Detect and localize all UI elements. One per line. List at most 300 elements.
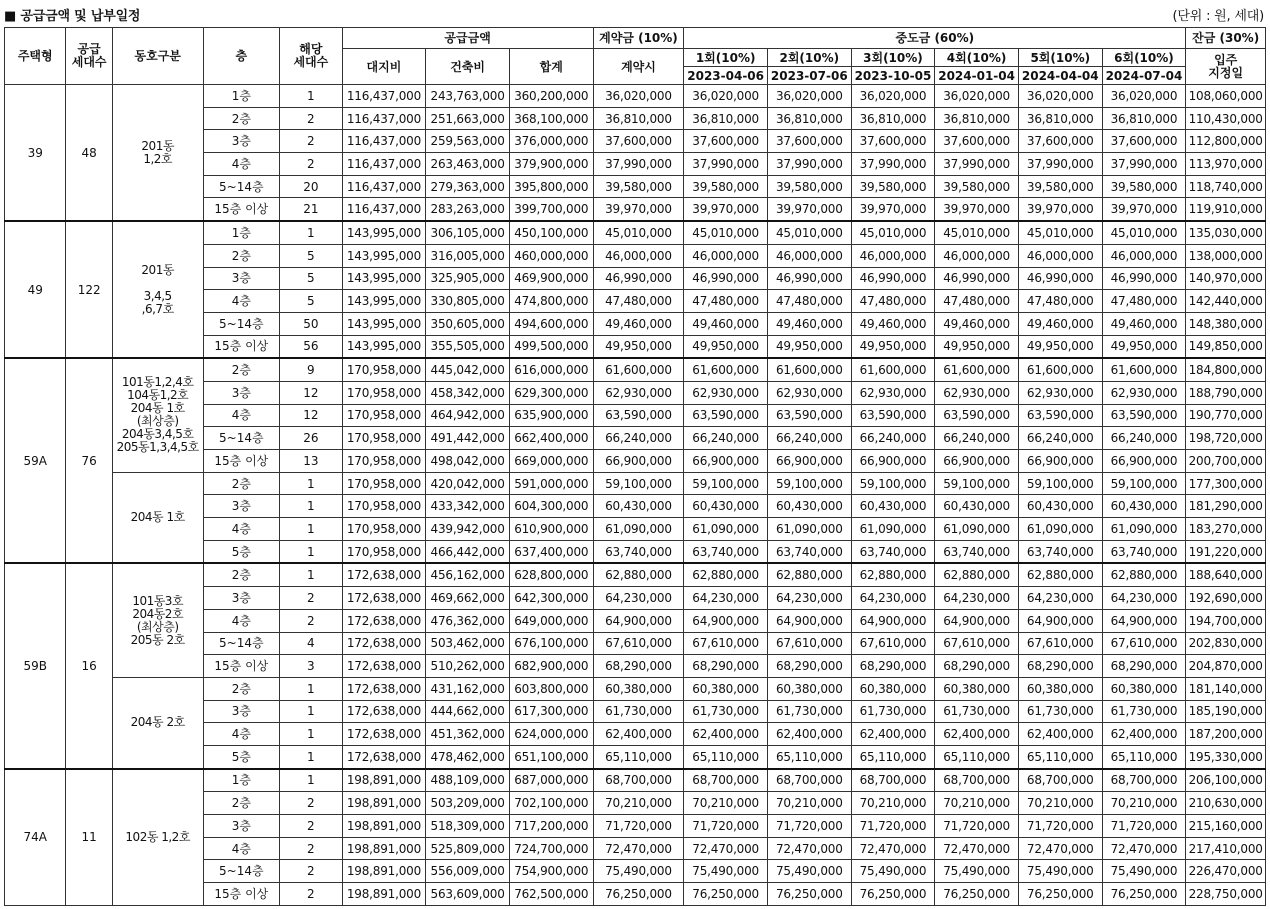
interim-cell-2: 68,700,000 [767, 769, 851, 792]
interim-cell-3: 61,730,000 [851, 700, 935, 723]
interim-cell-5: 64,230,000 [1018, 587, 1102, 610]
interim-cell-4: 70,210,000 [935, 792, 1019, 815]
table-row [5, 472, 1266, 495]
land-cost-cell: 116,437,000 [342, 85, 426, 108]
land-cost-cell: 143,995,000 [342, 312, 426, 335]
supply-units-cell: 122 [66, 221, 112, 358]
balance-cell: 184,800,000 [1186, 358, 1266, 381]
interim-cell-4: 39,970,000 [935, 198, 1019, 221]
deposit-cell: 61,090,000 [593, 518, 684, 541]
header-total: 합계 [509, 49, 593, 85]
interim-cell-4: 60,380,000 [935, 677, 1019, 700]
top-bar [0, 0, 1270, 27]
balance-cell: 202,830,000 [1186, 632, 1266, 655]
units-cell: 13 [280, 450, 342, 473]
deposit-cell: 36,810,000 [593, 107, 684, 130]
total-cell: 450,100,000 [509, 221, 593, 244]
floor-cell: 2층 [203, 677, 280, 700]
interim-cell-3: 45,010,000 [851, 221, 935, 244]
table-title: ■ 공급금액 및 납부일정 [4, 9, 141, 24]
floor-cell: 2층 [203, 792, 280, 815]
land-cost-cell: 170,958,000 [342, 381, 426, 404]
interim-cell-4: 62,400,000 [935, 723, 1019, 746]
balance-cell: 140,970,000 [1186, 267, 1266, 290]
interim-cell-1: 68,700,000 [684, 769, 768, 792]
interim-cell-1: 67,610,000 [684, 632, 768, 655]
interim-cell-3: 47,480,000 [851, 290, 935, 313]
total-cell: 662,400,000 [509, 427, 593, 450]
interim-cell-1: 60,430,000 [684, 495, 768, 518]
building-cost-cell: 330,805,000 [426, 290, 510, 313]
floor-cell: 2층 [203, 472, 280, 495]
interim-cell-3: 59,100,000 [851, 472, 935, 495]
interim-cell-2: 70,210,000 [767, 792, 851, 815]
floor-cell: 5~14층 [203, 860, 280, 883]
land-cost-cell: 198,891,000 [342, 792, 426, 815]
floor-cell: 1층 [203, 221, 280, 244]
deposit-cell: 62,400,000 [593, 723, 684, 746]
header-interim-date-1: 2023-04-06 [684, 67, 768, 85]
floor-cell: 5~14층 [203, 312, 280, 335]
supply-price-table [4, 27, 1266, 906]
total-cell: 617,300,000 [509, 700, 593, 723]
land-cost-cell: 172,638,000 [342, 632, 426, 655]
header-interim-date-3: 2023-10-05 [851, 67, 935, 85]
floor-cell: 4층 [203, 723, 280, 746]
supply-units-cell: 48 [66, 85, 112, 222]
units-cell: 2 [280, 860, 342, 883]
interim-cell-3: 36,020,000 [851, 85, 935, 108]
interim-cell-4: 71,720,000 [935, 815, 1019, 838]
unit-note: (단위 : 원, 세대) [1172, 9, 1264, 24]
header-interim-date-6: 2024-07-04 [1102, 67, 1186, 85]
deposit-cell: 63,590,000 [593, 404, 684, 427]
total-cell: 603,800,000 [509, 677, 593, 700]
interim-cell-2: 63,740,000 [767, 540, 851, 563]
dong-ho-text: 204동 2호 [130, 715, 185, 730]
deposit-cell: 37,990,000 [593, 153, 684, 176]
interim-cell-1: 72,470,000 [684, 837, 768, 860]
interim-cell-5: 66,240,000 [1018, 427, 1102, 450]
table-row [5, 85, 1266, 108]
floor-cell: 3층 [203, 495, 280, 518]
units-cell: 12 [280, 404, 342, 427]
interim-cell-1: 39,970,000 [684, 198, 768, 221]
units-cell: 1 [280, 540, 342, 563]
total-cell: 474,800,000 [509, 290, 593, 313]
interim-cell-2: 60,430,000 [767, 495, 851, 518]
interim-cell-5: 72,470,000 [1018, 837, 1102, 860]
units-cell: 2 [280, 815, 342, 838]
building-cost-cell: 476,362,000 [426, 609, 510, 632]
interim-cell-5: 61,730,000 [1018, 700, 1102, 723]
interim-cell-2: 76,250,000 [767, 883, 851, 906]
dong-ho-text: 101동1,2,4호 104동1,2호 204동 1호 (최상층) 204동3,4,5호 205동1,3,4,5호 [116, 375, 199, 455]
building-cost-cell: 458,342,000 [426, 381, 510, 404]
land-cost-cell: 143,995,000 [342, 267, 426, 290]
housing-type-cell: 39 [5, 85, 66, 222]
building-cost-cell: 469,662,000 [426, 587, 510, 610]
floor-cell: 2층 [203, 244, 280, 267]
interim-cell-3: 37,990,000 [851, 153, 935, 176]
supply-units-cell: 11 [66, 769, 112, 906]
header-deposit-when: 계약시 [593, 49, 684, 85]
interim-cell-6: 64,900,000 [1102, 609, 1186, 632]
building-cost-cell: 451,362,000 [426, 723, 510, 746]
floor-cell: 1층 [203, 769, 280, 792]
interim-cell-5: 68,290,000 [1018, 655, 1102, 678]
deposit-cell: 36,020,000 [593, 85, 684, 108]
dong-ho-text: 101동3호 204동2호 (최상층) 205동 2호 [130, 593, 185, 647]
balance-cell: 181,290,000 [1186, 495, 1266, 518]
deposit-cell: 71,720,000 [593, 815, 684, 838]
building-cost-cell: 439,942,000 [426, 518, 510, 541]
total-cell: 368,100,000 [509, 107, 593, 130]
building-cost-cell: 355,505,000 [426, 335, 510, 358]
interim-cell-6: 71,720,000 [1102, 815, 1186, 838]
interim-cell-1: 36,020,000 [684, 85, 768, 108]
interim-cell-6: 37,600,000 [1102, 130, 1186, 153]
interim-cell-1: 64,900,000 [684, 609, 768, 632]
interim-cell-5: 37,990,000 [1018, 153, 1102, 176]
interim-cell-1: 37,990,000 [684, 153, 768, 176]
interim-cell-5: 49,460,000 [1018, 312, 1102, 335]
dong-ho-cell [112, 358, 203, 472]
interim-cell-4: 59,100,000 [935, 472, 1019, 495]
building-cost-cell: 283,263,000 [426, 198, 510, 221]
interim-cell-6: 36,020,000 [1102, 85, 1186, 108]
interim-cell-5: 61,090,000 [1018, 518, 1102, 541]
interim-cell-6: 45,010,000 [1102, 221, 1186, 244]
interim-cell-3: 64,230,000 [851, 587, 935, 610]
dong-ho-text: 201동 3,4,5 ,6,7호 [141, 262, 174, 316]
floor-cell: 5층 [203, 745, 280, 768]
floor-cell: 15층 이상 [203, 655, 280, 678]
interim-cell-5: 67,610,000 [1018, 632, 1102, 655]
interim-cell-1: 39,580,000 [684, 175, 768, 198]
deposit-cell: 65,110,000 [593, 745, 684, 768]
header-interim-3: 3회(10%) [851, 49, 935, 67]
land-cost-cell: 170,958,000 [342, 472, 426, 495]
interim-cell-4: 39,580,000 [935, 175, 1019, 198]
interim-cell-4: 61,600,000 [935, 358, 1019, 381]
floor-cell: 5~14층 [203, 427, 280, 450]
building-cost-cell: 445,042,000 [426, 358, 510, 381]
interim-cell-5: 61,600,000 [1018, 358, 1102, 381]
floor-cell: 15층 이상 [203, 450, 280, 473]
header-balance: 잔금 (30%) [1186, 28, 1266, 49]
interim-cell-3: 71,720,000 [851, 815, 935, 838]
deposit-cell: 66,900,000 [593, 450, 684, 473]
header-dong-ho: 동호구분 [112, 28, 203, 85]
deposit-cell: 75,490,000 [593, 860, 684, 883]
interim-cell-5: 62,400,000 [1018, 723, 1102, 746]
interim-cell-4: 67,610,000 [935, 632, 1019, 655]
interim-cell-4: 68,700,000 [935, 769, 1019, 792]
building-cost-cell: 279,363,000 [426, 175, 510, 198]
dong-ho-cell [112, 472, 203, 563]
building-cost-cell: 464,942,000 [426, 404, 510, 427]
building-cost-cell: 498,042,000 [426, 450, 510, 473]
dong-ho-cell [112, 563, 203, 677]
header-deposit: 계약금 (10%) [593, 28, 684, 49]
floor-cell: 3층 [203, 587, 280, 610]
interim-cell-4: 72,470,000 [935, 837, 1019, 860]
interim-cell-2: 37,600,000 [767, 130, 851, 153]
interim-cell-4: 61,090,000 [935, 518, 1019, 541]
interim-cell-5: 63,740,000 [1018, 540, 1102, 563]
interim-cell-2: 61,600,000 [767, 358, 851, 381]
land-cost-cell: 172,638,000 [342, 700, 426, 723]
interim-cell-1: 37,600,000 [684, 130, 768, 153]
header-balance-when [1186, 49, 1266, 85]
interim-cell-4: 47,480,000 [935, 290, 1019, 313]
balance-cell: 195,330,000 [1186, 745, 1266, 768]
deposit-cell: 59,100,000 [593, 472, 684, 495]
building-cost-cell: 350,605,000 [426, 312, 510, 335]
land-cost-cell: 172,638,000 [342, 677, 426, 700]
total-cell: 610,900,000 [509, 518, 593, 541]
interim-cell-5: 46,000,000 [1018, 244, 1102, 267]
total-cell: 676,100,000 [509, 632, 593, 655]
land-cost-cell: 172,638,000 [342, 587, 426, 610]
building-cost-cell: 325,905,000 [426, 267, 510, 290]
units-cell: 5 [280, 267, 342, 290]
interim-cell-3: 62,400,000 [851, 723, 935, 746]
land-cost-cell: 172,638,000 [342, 655, 426, 678]
interim-cell-3: 39,970,000 [851, 198, 935, 221]
interim-cell-1: 49,460,000 [684, 312, 768, 335]
interim-cell-3: 76,250,000 [851, 883, 935, 906]
supply-units-cell: 16 [66, 563, 112, 768]
interim-cell-3: 60,380,000 [851, 677, 935, 700]
deposit-cell: 68,290,000 [593, 655, 684, 678]
interim-cell-3: 66,240,000 [851, 427, 935, 450]
interim-cell-3: 63,590,000 [851, 404, 935, 427]
total-cell: 616,000,000 [509, 358, 593, 381]
dong-ho-cell [112, 85, 203, 222]
interim-cell-1: 36,810,000 [684, 107, 768, 130]
housing-type-cell: 59A [5, 358, 66, 563]
interim-cell-5: 76,250,000 [1018, 883, 1102, 906]
dong-ho-cell [112, 769, 203, 906]
header-interim-5: 5회(10%) [1018, 49, 1102, 67]
interim-cell-4: 49,950,000 [935, 335, 1019, 358]
interim-cell-4: 46,000,000 [935, 244, 1019, 267]
interim-cell-6: 49,460,000 [1102, 312, 1186, 335]
interim-cell-4: 66,900,000 [935, 450, 1019, 473]
interim-cell-6: 39,580,000 [1102, 175, 1186, 198]
interim-cell-6: 66,900,000 [1102, 450, 1186, 473]
interim-cell-6: 66,240,000 [1102, 427, 1186, 450]
building-cost-cell: 243,763,000 [426, 85, 510, 108]
building-cost-cell: 251,663,000 [426, 107, 510, 130]
interim-cell-4: 62,880,000 [935, 563, 1019, 586]
building-cost-cell: 563,609,000 [426, 883, 510, 906]
interim-cell-2: 67,610,000 [767, 632, 851, 655]
building-cost-cell: 488,109,000 [426, 769, 510, 792]
dong-ho-cell [112, 677, 203, 768]
deposit-cell: 47,480,000 [593, 290, 684, 313]
building-cost-cell: 444,662,000 [426, 700, 510, 723]
interim-cell-5: 36,810,000 [1018, 107, 1102, 130]
interim-cell-2: 61,730,000 [767, 700, 851, 723]
total-cell: 717,200,000 [509, 815, 593, 838]
table-row [5, 769, 1266, 792]
total-cell: 399,700,000 [509, 198, 593, 221]
interim-cell-6: 62,930,000 [1102, 381, 1186, 404]
land-cost-cell: 170,958,000 [342, 495, 426, 518]
interim-cell-5: 36,020,000 [1018, 85, 1102, 108]
interim-cell-3: 75,490,000 [851, 860, 935, 883]
land-cost-cell: 143,995,000 [342, 244, 426, 267]
interim-cell-3: 63,740,000 [851, 540, 935, 563]
interim-cell-6: 60,430,000 [1102, 495, 1186, 518]
floor-cell: 5층 [203, 540, 280, 563]
balance-cell: 215,160,000 [1186, 815, 1266, 838]
floor-cell: 2층 [203, 563, 280, 586]
interim-cell-5: 70,210,000 [1018, 792, 1102, 815]
total-cell: 724,700,000 [509, 837, 593, 860]
interim-cell-3: 72,470,000 [851, 837, 935, 860]
units-cell: 1 [280, 745, 342, 768]
balance-cell: 138,000,000 [1186, 244, 1266, 267]
floor-cell: 2층 [203, 107, 280, 130]
interim-cell-2: 64,900,000 [767, 609, 851, 632]
interim-cell-5: 65,110,000 [1018, 745, 1102, 768]
units-cell: 1 [280, 700, 342, 723]
balance-cell: 135,030,000 [1186, 221, 1266, 244]
total-cell: 628,800,000 [509, 563, 593, 586]
interim-cell-4: 76,250,000 [935, 883, 1019, 906]
total-cell: 669,000,000 [509, 450, 593, 473]
deposit-cell: 45,010,000 [593, 221, 684, 244]
interim-cell-2: 71,720,000 [767, 815, 851, 838]
interim-cell-1: 71,720,000 [684, 815, 768, 838]
units-cell: 2 [280, 837, 342, 860]
total-cell: 624,000,000 [509, 723, 593, 746]
interim-cell-1: 76,250,000 [684, 883, 768, 906]
balance-cell: 108,060,000 [1186, 85, 1266, 108]
balance-cell: 226,470,000 [1186, 860, 1266, 883]
interim-cell-6: 59,100,000 [1102, 472, 1186, 495]
total-cell: 754,900,000 [509, 860, 593, 883]
floor-cell: 4층 [203, 837, 280, 860]
interim-cell-2: 46,990,000 [767, 267, 851, 290]
land-cost-cell: 198,891,000 [342, 860, 426, 883]
header-balance-when-text: 입주 지정일 [1208, 52, 1244, 80]
header-land: 대지비 [342, 49, 426, 85]
units-cell: 20 [280, 175, 342, 198]
floor-cell: 2층 [203, 358, 280, 381]
header-type: 주택형 [5, 28, 66, 85]
land-cost-cell: 170,958,000 [342, 450, 426, 473]
interim-cell-3: 70,210,000 [851, 792, 935, 815]
balance-cell: 149,850,000 [1186, 335, 1266, 358]
floor-cell: 15층 이상 [203, 198, 280, 221]
deposit-cell: 72,470,000 [593, 837, 684, 860]
table-row [5, 563, 1266, 586]
units-cell: 2 [280, 153, 342, 176]
land-cost-cell: 198,891,000 [342, 883, 426, 906]
total-cell: 649,000,000 [509, 609, 593, 632]
header-interim-4: 4회(10%) [935, 49, 1019, 67]
interim-cell-4: 36,020,000 [935, 85, 1019, 108]
land-cost-cell: 116,437,000 [342, 153, 426, 176]
land-cost-cell: 116,437,000 [342, 198, 426, 221]
total-cell: 460,000,000 [509, 244, 593, 267]
units-cell: 56 [280, 335, 342, 358]
housing-type-cell: 49 [5, 221, 66, 358]
units-cell: 1 [280, 677, 342, 700]
building-cost-cell: 420,042,000 [426, 472, 510, 495]
units-cell: 2 [280, 609, 342, 632]
balance-cell: 181,140,000 [1186, 677, 1266, 700]
units-cell: 1 [280, 85, 342, 108]
balance-cell: 118,740,000 [1186, 175, 1266, 198]
deposit-cell: 46,990,000 [593, 267, 684, 290]
deposit-cell: 76,250,000 [593, 883, 684, 906]
interim-cell-2: 59,100,000 [767, 472, 851, 495]
header-units-text: 해당 세대수 [293, 42, 329, 69]
interim-cell-1: 64,230,000 [684, 587, 768, 610]
floor-cell: 1층 [203, 85, 280, 108]
units-cell: 26 [280, 427, 342, 450]
interim-cell-5: 47,480,000 [1018, 290, 1102, 313]
interim-cell-6: 67,610,000 [1102, 632, 1186, 655]
balance-cell: 198,720,000 [1186, 427, 1266, 450]
interim-cell-4: 65,110,000 [935, 745, 1019, 768]
balance-cell: 228,750,000 [1186, 883, 1266, 906]
deposit-cell: 49,950,000 [593, 335, 684, 358]
interim-cell-1: 47,480,000 [684, 290, 768, 313]
interim-cell-5: 71,720,000 [1018, 815, 1102, 838]
building-cost-cell: 316,005,000 [426, 244, 510, 267]
building-cost-cell: 263,463,000 [426, 153, 510, 176]
interim-cell-3: 65,110,000 [851, 745, 935, 768]
interim-cell-1: 61,730,000 [684, 700, 768, 723]
floor-cell: 15층 이상 [203, 335, 280, 358]
floor-cell: 5~14층 [203, 632, 280, 655]
deposit-cell: 63,740,000 [593, 540, 684, 563]
interim-cell-4: 36,810,000 [935, 107, 1019, 130]
interim-cell-2: 47,480,000 [767, 290, 851, 313]
interim-cell-6: 62,880,000 [1102, 563, 1186, 586]
interim-cell-2: 72,470,000 [767, 837, 851, 860]
floor-cell: 4층 [203, 404, 280, 427]
interim-cell-5: 60,380,000 [1018, 677, 1102, 700]
header-supply-units [66, 28, 112, 85]
deposit-cell: 64,900,000 [593, 609, 684, 632]
interim-cell-4: 37,600,000 [935, 130, 1019, 153]
interim-cell-4: 46,990,000 [935, 267, 1019, 290]
housing-type-cell: 74A [5, 769, 66, 906]
interim-cell-3: 39,580,000 [851, 175, 935, 198]
units-cell: 50 [280, 312, 342, 335]
housing-type-cell: 59B [5, 563, 66, 768]
interim-cell-2: 64,230,000 [767, 587, 851, 610]
interim-cell-6: 60,380,000 [1102, 677, 1186, 700]
building-cost-cell: 525,809,000 [426, 837, 510, 860]
balance-cell: 194,700,000 [1186, 609, 1266, 632]
header-interim-6: 6회(10%) [1102, 49, 1186, 67]
floor-cell: 3층 [203, 130, 280, 153]
units-cell: 5 [280, 290, 342, 313]
dong-ho-cell [112, 221, 203, 358]
interim-cell-6: 61,730,000 [1102, 700, 1186, 723]
interim-cell-6: 70,210,000 [1102, 792, 1186, 815]
building-cost-cell: 456,162,000 [426, 563, 510, 586]
